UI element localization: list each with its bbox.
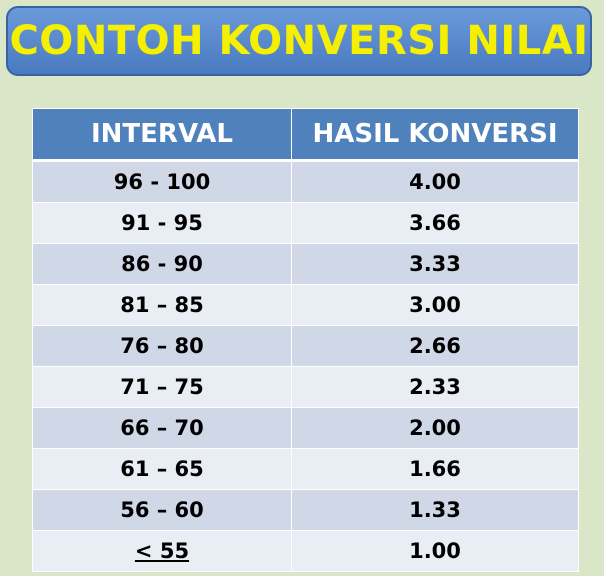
interval-cell: 66 – 70 xyxy=(33,408,292,449)
table-row xyxy=(33,408,579,449)
conversion-table xyxy=(32,108,579,572)
conversion-cell: 2.66 xyxy=(292,326,579,367)
interval-cell: 61 – 65 xyxy=(33,449,292,490)
interval-cell: 76 – 80 xyxy=(33,326,292,367)
interval-cell: 81 – 85 xyxy=(33,285,292,326)
interval-cell-text: < 55 xyxy=(134,539,190,563)
conversion-cell: 1.66 xyxy=(292,449,579,490)
table-row xyxy=(33,367,579,408)
column-header-conversion: HASIL KONVERSI xyxy=(292,109,579,161)
conversion-cell: 3.66 xyxy=(292,203,579,244)
table-row xyxy=(33,203,579,244)
column-header-interval: INTERVAL xyxy=(33,109,292,161)
table-row xyxy=(33,531,579,572)
interval-cell: 91 - 95 xyxy=(33,203,292,244)
interval-cell: 86 - 90 xyxy=(33,244,292,285)
conversion-cell: 4.00 xyxy=(292,161,579,203)
table-row xyxy=(33,326,579,367)
interval-cell: 96 - 100 xyxy=(33,161,292,203)
table-row xyxy=(33,161,579,203)
conversion-cell: 3.33 xyxy=(292,244,579,285)
table-row xyxy=(33,490,579,531)
table-row xyxy=(33,244,579,285)
table-row xyxy=(33,449,579,490)
interval-cell: 71 – 75 xyxy=(33,367,292,408)
interval-cell: 56 – 60 xyxy=(33,490,292,531)
conversion-cell: 2.00 xyxy=(292,408,579,449)
table-row xyxy=(33,285,579,326)
conversion-cell: 1.33 xyxy=(292,490,579,531)
page-title: CONTOH KONVERSI NILAI xyxy=(9,18,589,64)
conversion-cell: 3.00 xyxy=(292,285,579,326)
title-banner xyxy=(6,6,592,76)
conversion-cell: 2.33 xyxy=(292,367,579,408)
interval-cell xyxy=(33,531,292,572)
conversion-cell: 1.00 xyxy=(292,531,579,572)
table-header-row xyxy=(33,109,579,161)
